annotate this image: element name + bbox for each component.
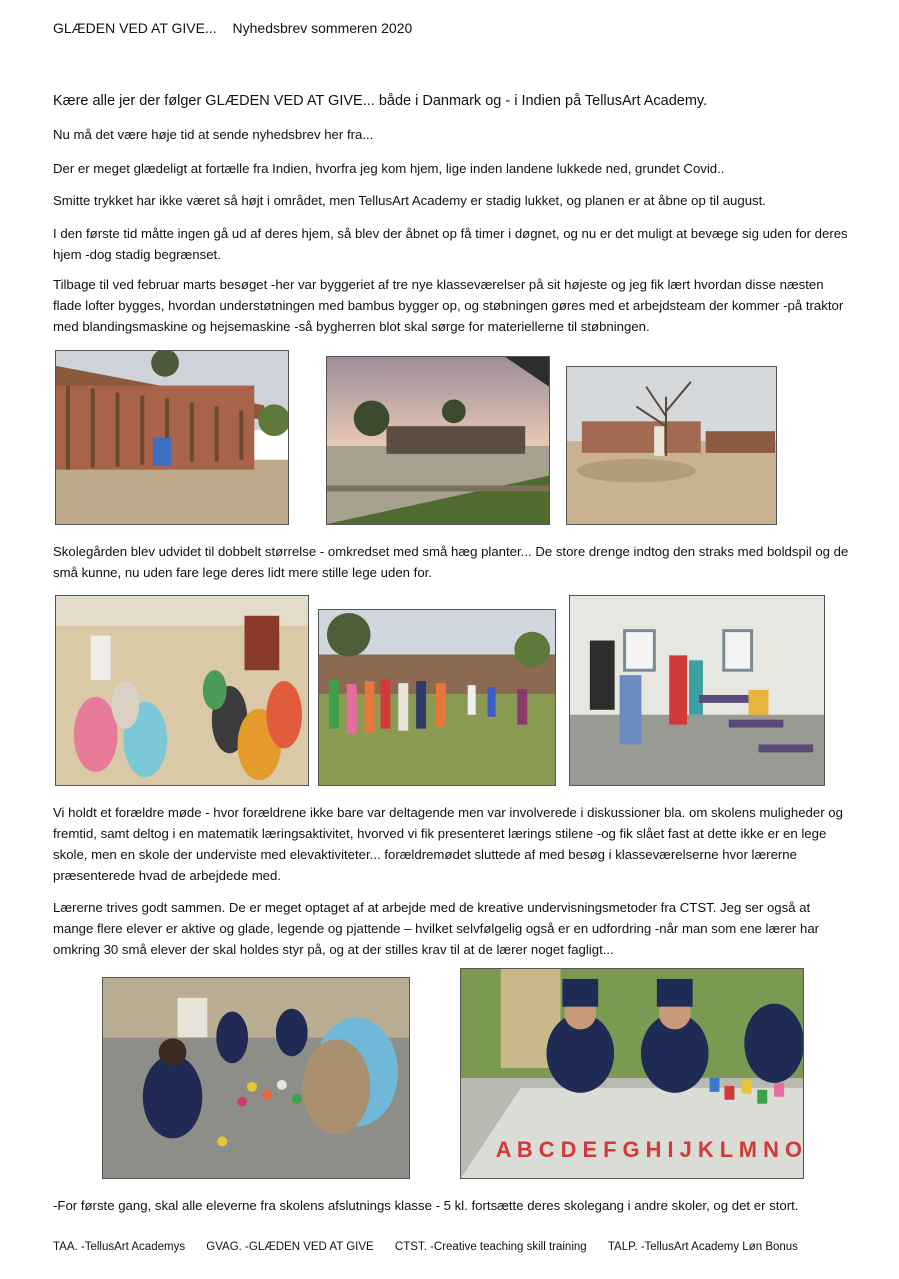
photo-parents-meeting: [55, 595, 309, 786]
footer-abbrev-gvag: GVAG. -GLÆDEN VED AT GIVE: [206, 1241, 374, 1253]
paragraph-lockdown: I den første tid måtte ingen gå ud af deres hjem, så blev der åbnet op få timer i døgnet, og nu er det muligt at bevæge sig uden for deres hjem -dog stadig begrænset.: [53, 226, 848, 262]
greeting-line: Kære alle jer der følger GLÆDEN VED AT GIVE... både i Danmark og - i Indien på TellusArt Academy.: [53, 93, 708, 109]
paragraph-teachers: Lærerne trives godt sammen. De er meget optaget af at arbejde med de kreative undervisningsmetoder fra CTST. Jeg ser også at mange flere elever er aktive og glade, legende og pjattende – hvilket selvfølgelig også er en udfordring -når man som ene lærer har omkring 30 små elever der skal holdes styr på, og at der stilles krav til at de lærer noget fagligt...: [53, 900, 820, 957]
paragraph-parents-meeting: Vi holdt et forældre møde - hvor forældrene ikke bare var deltagende men var involverede i diskussioner bla. om skolens muligheder og fremtid, samt deltog i en matematik læringsaktivitet, hvorved vi fik presenteret lærings stilene -og fik slået fast at dette ikke er en lege skole, men en skole der underviste med elevaktiviteter... forældremødet sluttede af med besøg i klasseværelserne hvor lærerne præsenterede hvad de arbejdede med.: [53, 805, 843, 883]
footer-abbrev-ctst: CTST. -Creative teaching skill training: [394, 1241, 587, 1253]
newsletter-subtitle: Nyhedsbrev sommeren 2020: [232, 20, 413, 36]
paragraph-intro: Nu må det være høje tid at sende nyhedsbrev her fra...: [53, 127, 374, 142]
photo-classroom-visit: [569, 595, 825, 786]
newsletter-header: [53, 20, 412, 36]
photo-children-letters: [460, 968, 804, 1179]
photo-letters-text: A B C D E F G H I J K L M N O: [495, 1137, 802, 1163]
paragraph-construction: Tilbage til ved februar marts besøget -her var byggeriet af tre nye klasseværelser på sit højeste og jeg fik lært hvordan disse næsten flade lofter bygges, hvordan understøtningen med bambus bygger op, og støbningen gøres med et arbejdsteam der kommer -på traktor med blandingsmaskine og hejsemaskine -så bygherren blot skal sørge for materiellerne til støbningen.: [53, 277, 844, 334]
paragraph-schoolyard: Skolegården blev udvidet til dobbelt størrelse - omkredset med små hæg planter... De store drenge indtog den straks med boldspil og de små kunne, nu uden fare lege deres lidt mere stille lege uden for.: [53, 544, 849, 580]
photo-outdoor-activity: [318, 609, 556, 786]
footer-abbrev-taa: TAA. -TellusArt Academys: [53, 1241, 186, 1253]
footer-abbrev-talp: TALP. -TellusArt Academy Løn Bonus: [607, 1241, 798, 1253]
photo-children-playing-floor: [102, 977, 410, 1179]
paragraph-first-time: -For første gang, skal alle eleverne fra skolens afslutnings klasse - 5 kl. fortsætte deres skolegang i andre skoler, og det er stort.: [53, 1198, 799, 1213]
photo-schoolyard-sunset: [326, 356, 550, 525]
paragraph-infection: Smitte trykket har ikke været så højt i området, men TellusArt Academy er stadig lukket, og planen er at åbne op til august.: [53, 193, 766, 208]
paragraph-india: Der er meget glædeligt at fortælle fra Indien, hvorfra jeg kom hjem, lige inden landene lukkede ned, grundet Covid..: [53, 161, 725, 176]
newsletter-title: GLÆDEN VED AT GIVE...: [53, 20, 217, 36]
photo-new-classrooms: [566, 366, 777, 525]
footer-abbreviations: [53, 1241, 853, 1253]
photo-construction-corridor: [55, 350, 289, 525]
